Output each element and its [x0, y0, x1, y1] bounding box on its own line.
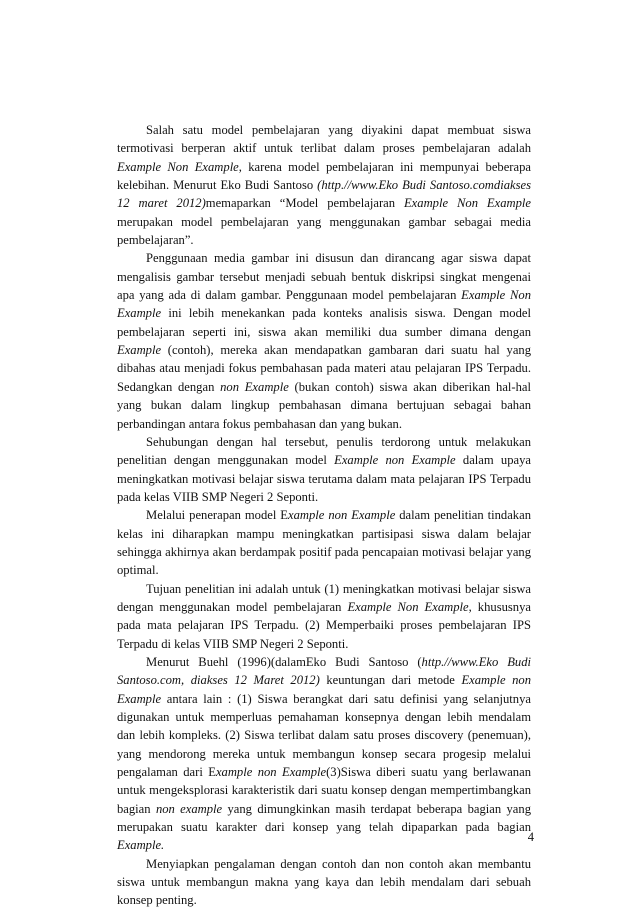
text-run: Salah satu model pembelajaran yang diyakini dapat membuat siswa termotivasi berperan aktif untuk terlibat dalam proses pembelajaran adalah	[117, 123, 531, 156]
paragraph	[117, 121, 531, 249]
text-run: dalam penelitian tindakan kelas ini diharapkan mampu meningkatkan partisipasi siswa dalam belajar sehingga akhirnya akan berdampak positif pada pencapaian motivasi belajar yang optimal.	[117, 508, 531, 578]
text-run: Tujuan penelitian ini adalah untuk (1) meningkatkan motivasi belajar siswa dengan menggunakan model pembelajaran	[117, 581, 531, 614]
paragraph	[117, 580, 531, 653]
text-run: , karena model pembelajaran ini mempunyai beberapa kelebihan. Menurut Eko Budi Santoso	[117, 159, 531, 193]
text-run: ini lebih menekankan pada konteks analisis siswa. Dengan model pembelajaran seperti ini, siswa akan memiliki dua sumber dimana dengan	[117, 306, 531, 339]
body-text	[117, 121, 531, 910]
italic-text-run: Example Non Example	[117, 159, 239, 174]
text-run: keuntungan dari metode	[319, 673, 462, 688]
italic-text-run: http.//www.Eko Budi Santoso.com, diakses 12 Maret 2012)	[117, 654, 532, 688]
text-run: Menurut Buehl (1996)(dalamEko Budi Santoso (	[146, 654, 422, 669]
text-run: antara lain : (1) Siswa berangkat dari satu definisi yang selanjutnya digunakan untuk memperluas pemahaman konsepnya dengan lebih mendalam dan lebih kompleks. (2) Siswa terlibat dalam satu proses discovery (penemuan), yang mendorong mereka untuk membangun konsep secara progesip melalui pengalaman dari E	[117, 691, 531, 780]
italic-text-run: Example Non Example	[117, 288, 531, 321]
paragraph	[117, 249, 531, 432]
italic-text-run: non example	[155, 801, 223, 816]
text-run: , khususnya pada mata pelajaran IPS Terpadu. (2) Memperbaiki proses pembelajaran IPS Terpadu di kelas VIIB SMP Negeri 2 Seponti.	[117, 599, 531, 651]
text-run: dalam upaya meningkatkan motivasi belajar siswa terutama dalam mata pelajaran IPS Terpadu pada kelas VIIB SMP Negeri 2 Seponti.	[117, 453, 531, 504]
italic-text-run: Example Non Example	[347, 599, 469, 614]
italic-text-run: Example.	[117, 838, 165, 853]
italic-text-run: xample non Example	[215, 765, 327, 780]
italic-text-run: Example non Example	[117, 673, 531, 706]
italic-text-run: xample non Example	[288, 508, 396, 523]
text-run: Menyiapkan pengalaman dengan contoh dan non contoh akan membantu siswa untuk membangun makna yang kaya dan lebih mendalam dari sebuah konsep penting.	[117, 856, 531, 908]
page-number: 4	[527, 830, 534, 844]
paragraph	[117, 506, 531, 579]
paragraph	[117, 433, 531, 506]
text-run: (bukan contoh) siswa akan diberikan hal-hal yang bukan dalam lingkup pembahasan dimana bertujuan sebagai bahan perbandingan antara fokus pembahasan dan yang bukan.	[117, 379, 531, 431]
text-run: memaparkan “Model pembelajaran	[205, 196, 404, 211]
text-run: merupakan model pembelajaran yang menggunakan gambar sebagai media pembelajaran”.	[117, 214, 531, 248]
italic-text-run: non Example	[220, 379, 289, 394]
text-run: (3)Siswa diberi suatu yang berlawanan untuk mengeksplorasi karakteristik dari suatu konsep dengan mempertimbangkan bagian	[117, 765, 531, 816]
text-run: (contoh), mereka akan mendapatkan gambaran dari suatu hal yang dibahas atau menjadi fokus pembahasan pada materi atau pelajaran IPS Terpadu. Sedangkan dengan	[117, 343, 531, 394]
italic-text-run: Example non Example	[334, 453, 456, 468]
text-run: Melalui penerapan model E	[146, 508, 289, 523]
text-run: Penggunaan media gambar ini disusun dan dirancang agar siswa dapat mengalisis gambar tersebut menjadi sebuah bentuk diskripsi singkat mengenai apa yang ada di dalam gambar. Penggunaan model pembelajaran	[117, 251, 531, 303]
italic-text-run: Example Non Example	[403, 196, 531, 211]
text-run: Sehubungan dengan hal tersebut, penulis terdorong untuk melakukan penelitian dengan menggunakan model	[117, 434, 531, 468]
italic-text-run: Example	[117, 343, 162, 358]
paragraph	[117, 653, 531, 855]
text-run: yang dimungkinkan masih terdapat beberapa bagian yang merupakan suatu karakter dari konsep yang telah dipaparkan pada bagian	[117, 801, 531, 835]
italic-text-run: (http.//www.Eko Budi Santoso.comdiakses 12 maret 2012)	[117, 178, 531, 211]
